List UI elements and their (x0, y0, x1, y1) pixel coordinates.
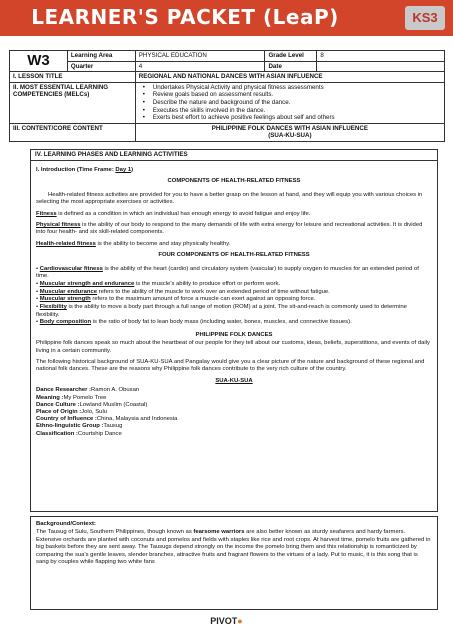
melc-item: • Exerts best effort to achieve positive feelings about self and others (141, 114, 441, 122)
components-list (36, 266, 432, 327)
quarter-value: 4 (135, 61, 265, 72)
list-item: • Muscular strength refers to the maximum amount of force a muscle can exert against an opposing force. (36, 296, 316, 303)
list-item: • Cardiovascular fitness is the ability of the heart (cardio) and circulatory system (vascular) to supply oxygen to muscles for an extended period of time. (36, 265, 419, 280)
date-value (317, 61, 445, 72)
introduction-line: I. Introduction (Time Frame: Day 1) (36, 167, 134, 173)
intro-paragraph: Health-related fitness activities are provided for you to have a better grasp on the lesson at hand, and they will equip you with various choices in selecting the most appropriate exercises or activities. (36, 191, 423, 206)
melc-item: • Undertakes Physical Activity and physical fitness assessments (141, 84, 441, 92)
content-value-line2: (SUA-KU-SUA) (268, 132, 312, 140)
intro-day: Day 1 (115, 167, 132, 173)
header-banner (0, 0, 453, 36)
fact-row: Dance Culture :Lowland Muslim (Coastal) (36, 401, 148, 408)
fact-row: Classification :Courtship Dance (36, 430, 122, 437)
quarter-label: Quarter (67, 61, 135, 72)
list-item: • Muscular endurance refers to the ability of the muscle to work over an extended period of time without fatigue. (36, 288, 330, 295)
melcs-cell (135, 82, 444, 123)
lesson-title-label: I. LESSON TITLE (10, 72, 136, 83)
background-box (30, 516, 438, 610)
folk-paragraph-2: The following historical background of SUA-KU-SUA and Pangalay would give you a clear picture of the nature and background of these regional and national folk dances. These are the reasons why Philippine folk dances contribute to the very rich culture of the country. (36, 359, 425, 373)
pivot-logo: PIVOT● (210, 616, 243, 626)
four-components-title: FOUR COMPONENTS OF HEALTH-RELATED FITNESS (158, 252, 310, 259)
learning-phases-header: IV. LEARNING PHASES AND LEARNING ACTIVITIES (31, 150, 437, 161)
learning-area-value: PHYSICAL EDUCATION (135, 51, 265, 62)
melc-item: • Executes the skills involved in the dance. (141, 107, 441, 115)
fact-row: Dance Researcher :Ramon A. Obusan (36, 387, 140, 394)
dance-facts (36, 387, 432, 437)
content-label: III. CONTENT/CORE CONTENT (10, 123, 136, 141)
content-value (135, 123, 444, 141)
lesson-title-value: REGIONAL AND NATIONAL DANCES WITH ASIAN INFLUENCE (135, 72, 444, 83)
grade-level-label: Grade Level (265, 51, 317, 62)
melc-item: • Review goals based on assessment results. (141, 91, 441, 99)
date-label: Date (265, 61, 317, 72)
lesson-info-table (9, 50, 445, 142)
key-stage-badge: KS3 (405, 6, 445, 30)
grade-level-value: 8 (317, 51, 445, 62)
fact-row: Meaning :My Pomelo Tree (36, 394, 107, 401)
learning-area-label: Learning Area (67, 51, 135, 62)
packet-title: LEARNER'S PACKET (LeaP) (31, 5, 339, 29)
background-title: Background/Context: (36, 521, 96, 527)
folk-paragraph-1: Philippine folk dances speak so much about the heartbeat of our people for they tell about our customs, ideas, beliefs, superstitions, and events of daily living in a certain community. (36, 340, 430, 354)
dance-title: SUA-KU-SUA (215, 377, 253, 384)
fact-row: Country of Influence :China, Malaysia and Indonesia (36, 416, 178, 423)
learning-phases-box (30, 149, 438, 512)
components-title: COMPONENTS OF HEALTH-RELATED FITNESS (167, 178, 301, 185)
folk-dances-title: PHILIPPINE FOLK DANCES (195, 331, 273, 338)
fact-row: Place of Origin :Jolo, Sulu (36, 408, 108, 415)
melcs-label: II. MOST ESSENTIAL LEARNING COMPETENCIES (MELCs) (10, 82, 136, 123)
fitness-definition: Fitness is defined as a condition in which an individual has enough energy to avoid fatigue and enjoy life. (36, 210, 311, 217)
health-fitness-definition: Health-related fitness is the ability to become and stay physically healthy. (36, 240, 231, 247)
list-item: • Body composition is the ratio of body fat to lean body mass (including water, bones, muscles, and connective tissues). (36, 319, 352, 326)
melc-item: • Describe the nature and background of the dance. (141, 99, 441, 107)
melcs-list (139, 84, 441, 122)
list-item: • Muscular strength and endurance is the muscle's ability to produce effort or perform work. (36, 280, 281, 287)
fact-row: Ethno-linguistic Group :Tausug (36, 423, 123, 430)
week-label: W3 (10, 51, 68, 72)
physical-fitness-definition: Physical fitness is the ability of our body to respond to the many demands of life with extra energy for leisure and recreational activities. It is divided into four health- and six skill-related components. (36, 222, 423, 236)
background-text: The Tausug of Sulu, Southern Philippines, though known as fearsome warriors are also better known as sturdy seafarers and hardy farmers. Extensive orchards are planted with coconuts and pomelos and fields with staples like rice and root crops. At harvest time, pomelo fruits are gathered in big baskets before they are sent away. The Tausugs depend strongly on the income the pomelo bring them and this relationship is romanticized by comparing the sua's gentle leaves, slender branches, attractive fruits and fragrant flowers to the virtues of a lady. Put to music, it is this song that is sang by couples while flapping two white fans (36, 529, 431, 566)
content-value-line1: PHILIPPINE FOLK DANCES WITH ASIAN INFLUENCE (211, 124, 368, 132)
list-item: • Flexibility is the ability to move a body part through a full range of motion (ROM) at a joint. The sit-and-reach is commonly used to determine flexibility. (36, 304, 407, 318)
